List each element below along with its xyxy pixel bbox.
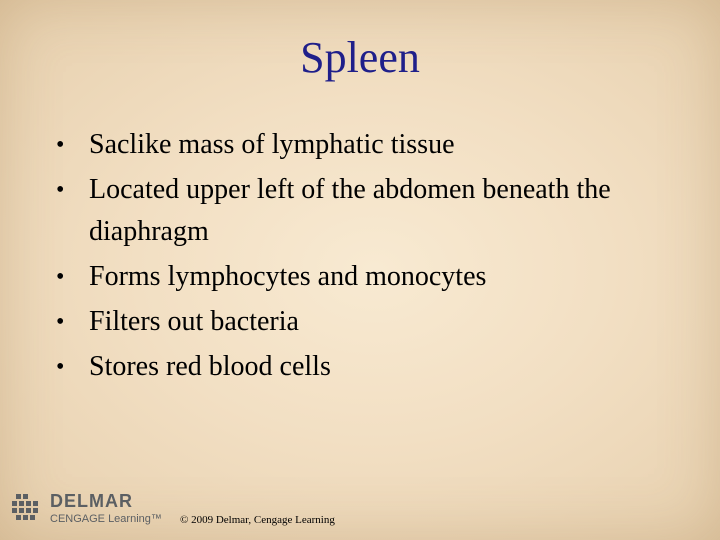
bullet-list (56, 124, 676, 391)
bullet-item (56, 124, 676, 166)
bullet-item (56, 169, 676, 253)
logo-subtitle (50, 513, 162, 525)
logo-trademark: ™ (150, 513, 162, 525)
slide-title: Spleen (300, 33, 420, 82)
logo-wordmark: DELMAR (50, 491, 133, 511)
copyright-notice: © 2009 Delmar, Cengage Learning (180, 514, 335, 526)
bullet-icon: • (56, 177, 65, 203)
bullet-icon: • (56, 264, 65, 290)
bullet-icon: • (56, 309, 65, 335)
bullet-item (56, 301, 676, 343)
bullet-text: Stores red blood cells (89, 351, 331, 382)
bullet-text: Filters out bacteria (89, 306, 299, 337)
bullet-icon: • (56, 354, 65, 380)
bullet-text: Located upper left of the abdomen beneath the diaphragm (89, 174, 611, 247)
delmar-logo (10, 488, 180, 528)
bullet-text: Forms lymphocytes and monocytes (89, 261, 487, 292)
bullet-text: Saclike mass of lymphatic tissue (89, 129, 455, 160)
delmar-dotted-logo-icon (10, 492, 42, 524)
logo-subtitle-text: CENGAGE Learning (50, 513, 151, 525)
bullet-item (56, 256, 676, 298)
bullet-item (56, 346, 676, 388)
bullet-icon: • (56, 132, 65, 158)
